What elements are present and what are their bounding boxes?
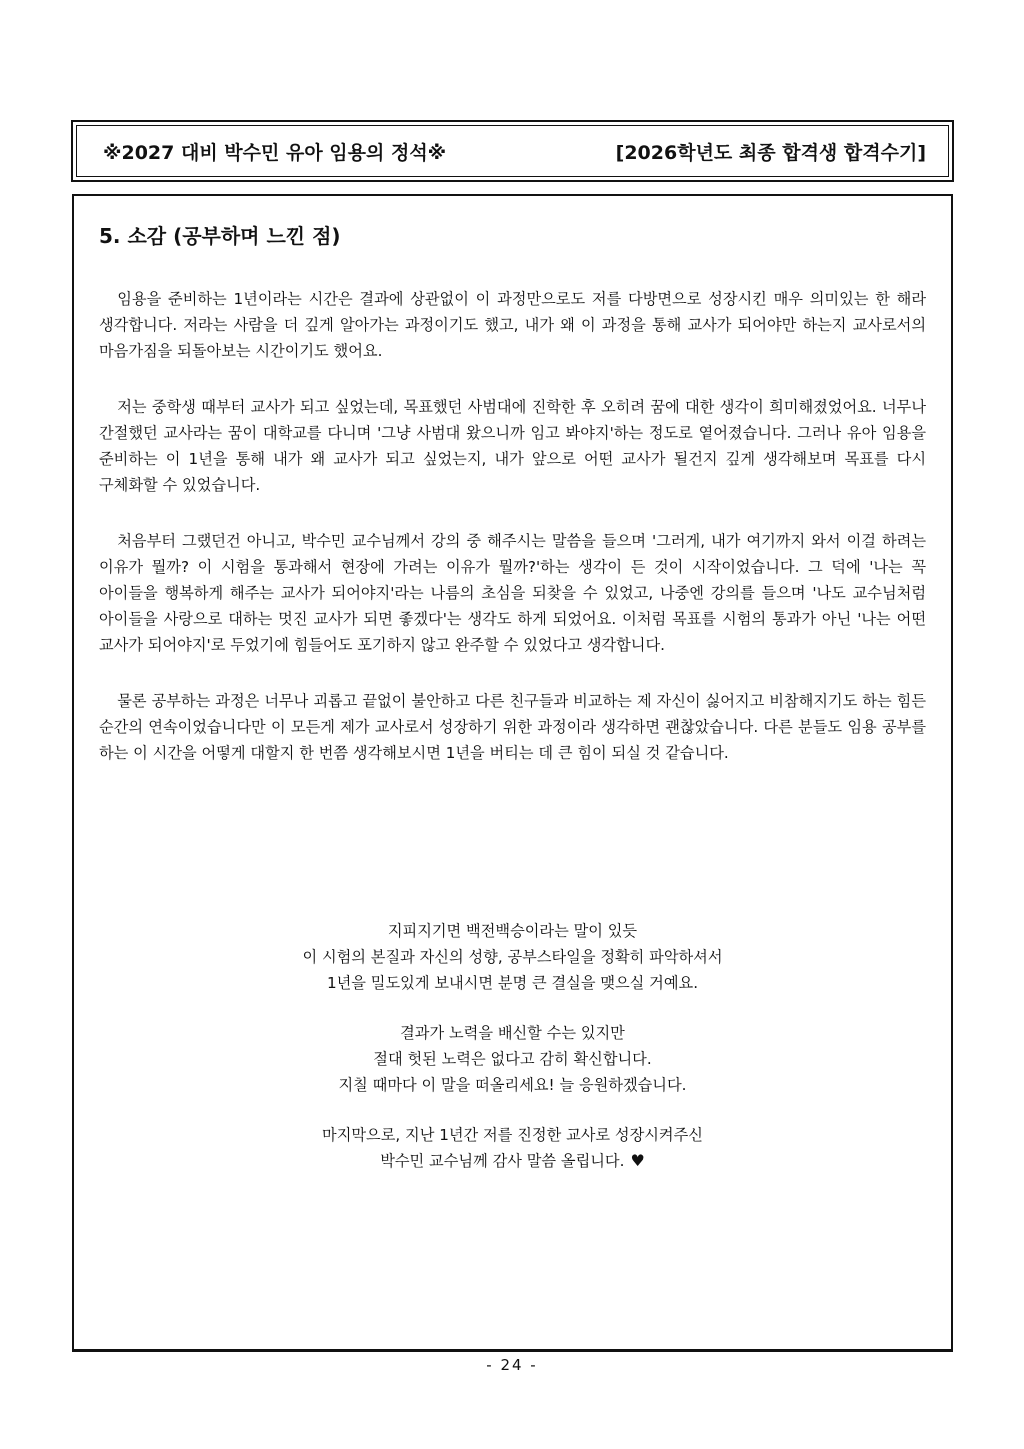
closing-message (74, 918, 951, 1198)
closing-line: 마지막으로, 지난 1년간 저를 진정한 교사로 성장시켜주신 (322, 1126, 703, 1144)
document-header (71, 120, 954, 182)
closing-line: 결과가 노력을 배신할 수는 있지만 (400, 1024, 625, 1042)
closing-line: 이 시험의 본질과 자신의 성향, 공부스타일을 정확히 파악하셔서 (302, 948, 723, 966)
closing-line-final (74, 1148, 951, 1174)
paragraph-3: 처음부터 그랬던건 아니고, 박수민 교수님께서 강의 중 해주시는 말씀을 들으며 '그러게, 내가 여기까지 와서 이걸 하려는 이유가 뭘까? 이 시험을 통과해서 현장에 가려는 이유가 뭘까?'하는 생각이 든 것이 시작이었습니다. 그 덕에 '나는 꼭 아이들을 행복하게 해주는 교사가 되어야지'라는 나름의 초심을 되찾을 수 있었고, 나중엔 강의를 들으며 '나도 교수님처럼 아이들을 사랑으로 대하는 멋진 교사가 되면 좋겠다'는 생각도 하게 되었어요. 이처럼 목표를 시험의 통과가 아닌 '나는 어떤 교사가 되어야지'로 두었기에 힘들어도 포기하지 않고 완주할 수 있었다고 생각합니다. (99, 532, 926, 654)
closing-group-1 (74, 918, 951, 996)
section-title: 5. 소감 (공부하며 느낀 점) (99, 224, 341, 248)
body-text (99, 286, 926, 796)
paragraph-2: 저는 중학생 때부터 교사가 되고 싶었는데, 목표했던 사범대에 진학한 후 오히려 꿈에 대한 생각이 희미해졌었어요. 너무나 간절했던 교사라는 꿈이 대학교를 다니며 '그냥 사범대 왔으니까 임고 봐야지'하는 정도로 옅어졌습니다. 그러나 유아 임용을 준비하는 이 1년을 통해 내가 왜 교사가 되고 싶었는지, 내가 앞으로 어떤 교사가 될건지 깊게 생각해보며 목표를 다시 구체화할 수 있었습니다. (99, 398, 926, 494)
closing-group-3 (74, 1122, 951, 1174)
header-left-title: ※2027 대비 박수민 유아 임용의 정석※ (103, 141, 447, 164)
content-frame (72, 194, 953, 1352)
closing-line: 1년을 밀도있게 보내시면 분명 큰 결실을 맺으실 거예요. (326, 974, 699, 992)
closing-line: 지칠 때마다 이 말을 떠올리세요! 늘 응원하겠습니다. (338, 1076, 687, 1094)
page-number: - 24 - (486, 1356, 538, 1374)
closing-group-2 (74, 1020, 951, 1098)
header-right-title: [2026학년도 최종 합격생 합격수기] (615, 141, 926, 164)
paragraph-1: 임용을 준비하는 1년이라는 시간은 결과에 상관없이 이 과정만으로도 저를 다방면으로 성장시킨 매우 의미있는 한 해라 생각합니다. 저라는 사람을 더 깊게 알아가는 과정이기도 했고, 내가 왜 이 과정을 통해 교사가 되어야만 하는지 교사로서의 마음가짐을 되돌아보는 시간이기도 했어요. (99, 290, 926, 360)
closing-final-text: 박수민 교수님께 감사 말씀 올립니다. (380, 1152, 625, 1170)
heart-icon: ♥ (630, 1151, 645, 1170)
paragraph-4: 물론 공부하는 과정은 너무나 괴롭고 끝없이 불안하고 다른 친구들과 비교하는 제 자신이 싫어지고 비참해지기도 하는 힘든 순간의 연속이었습니다만 이 모든게 제가 교사로서 성장하기 위한 과정이라 생각하면 괜찮았습니다. 다른 분들도 임용 공부를 하는 이 시간을 어떻게 대할지 한 번쯤 생각해보시면 1년을 버티는 데 큰 힘이 되실 것 같습니다. (99, 692, 926, 762)
document-header-inner (76, 125, 949, 177)
closing-line: 지피지기면 백전백승이라는 말이 있듯 (387, 922, 638, 940)
closing-line: 절대 헛된 노력은 없다고 감히 확신합니다. (373, 1050, 652, 1068)
